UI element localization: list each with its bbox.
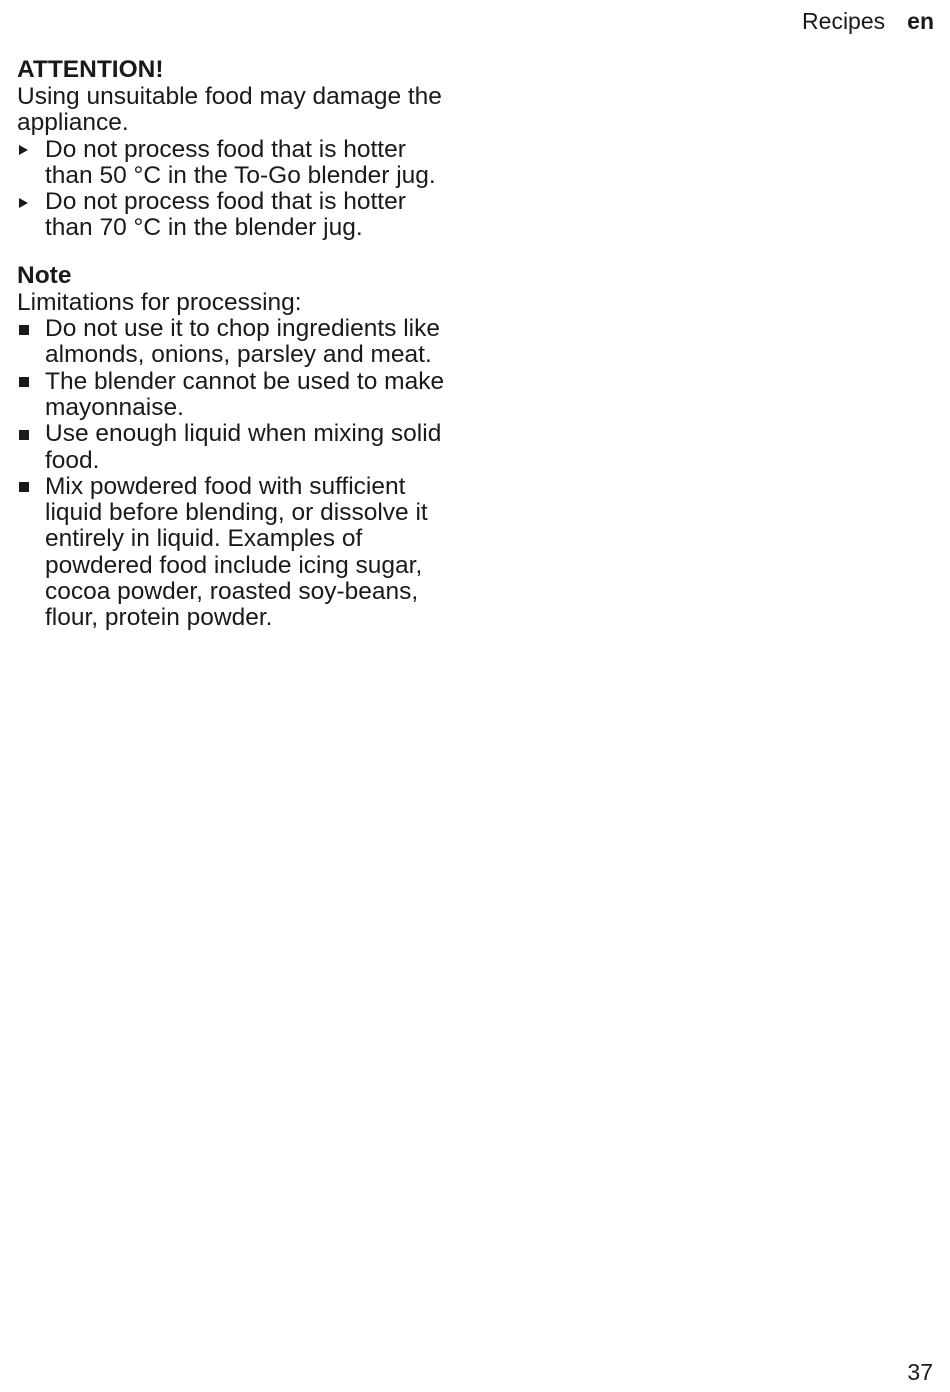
list-item-text: Mix powdered food with sufficient liquid before blending, or dissolve it entirely in liquid. Examples of powdered food include icing sugar, cocoa powder, roasted soy-beans, flour, protein powder. xyxy=(45,472,428,632)
square-bullet-icon xyxy=(19,474,33,500)
attention-heading: ATTENTION! xyxy=(17,56,164,83)
list-item xyxy=(17,316,457,369)
list-item xyxy=(17,137,457,190)
list-item-text: Do not process food that is hotter than 70 °C in the blender jug. xyxy=(45,188,406,242)
list-item xyxy=(17,421,457,474)
square-bullet-icon xyxy=(19,421,33,447)
square-bullet-icon xyxy=(19,316,33,342)
list-item xyxy=(17,369,457,422)
page-header xyxy=(802,6,934,36)
attention-text: Using unsuitable food may damage the appliance. xyxy=(17,83,442,137)
section-title: Recipes xyxy=(802,8,886,34)
list-item-text: Do not use it to chop ingredients like almonds, onions, parsley and meat. xyxy=(45,315,440,369)
attention-block xyxy=(17,56,457,242)
note-list xyxy=(17,316,457,632)
triangle-bullet-icon xyxy=(19,137,33,163)
language-code: en xyxy=(907,8,934,34)
main-content xyxy=(17,56,457,632)
list-item xyxy=(17,474,457,632)
triangle-bullet-icon xyxy=(19,189,33,215)
list-item-text: Do not process food that is hotter than 50 °C in the To-Go blender jug. xyxy=(45,135,436,189)
square-bullet-icon xyxy=(19,369,33,395)
list-item-text: The blender cannot be used to make mayonnaise. xyxy=(45,367,445,421)
note-text: Limitations for processing: xyxy=(17,288,302,316)
list-item-text: Use enough liquid when mixing solid food. xyxy=(45,420,442,474)
note-heading: Note xyxy=(17,261,72,289)
list-item xyxy=(17,189,457,242)
attention-list xyxy=(17,137,457,242)
page-number: 37 xyxy=(907,1359,933,1385)
note-block xyxy=(17,262,457,632)
